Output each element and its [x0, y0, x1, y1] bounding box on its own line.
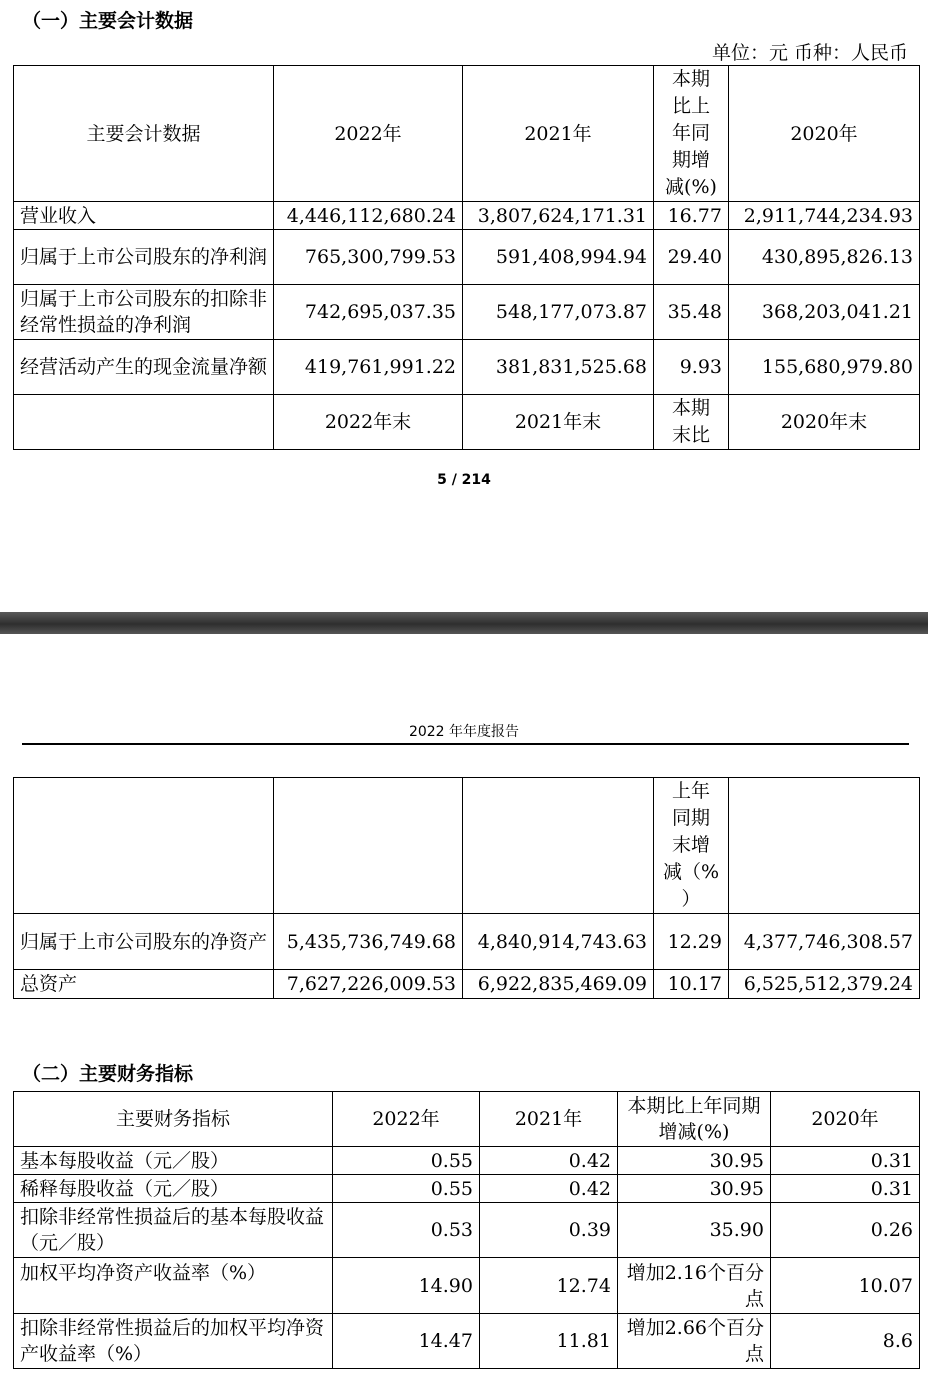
header-2020-end: 2020年末: [729, 395, 920, 450]
header-2022: 2022年: [274, 66, 463, 202]
empty-cell: [14, 395, 274, 450]
page-number: 5 / 214: [437, 472, 491, 488]
cell-change: 16.77: [654, 202, 729, 230]
row-label: 稀释每股收益（元／股）: [14, 1175, 333, 1203]
cell-2021: 4,840,914,743.63: [463, 914, 654, 970]
table-row: [14, 230, 920, 285]
cell-2022: 765,300,799.53: [274, 230, 463, 285]
row-label: 扣除非经常性损益后的基本每股收益（元／股）: [14, 1203, 333, 1258]
report-header: 2022 年年度报告: [408, 724, 520, 740]
page-divider: [0, 612, 928, 634]
cell-2022: 5,435,736,749.68: [274, 914, 463, 970]
row-label: 经营活动产生的现金流量净额: [14, 340, 274, 395]
cell-change: 增加2.16个百分点: [618, 1258, 771, 1314]
header-change: 本期比上年同期增减(%): [618, 1092, 771, 1147]
header-change: 本期 比上 年同 期增 减(%): [654, 66, 729, 202]
cell-2021: 591,408,994.94: [463, 230, 654, 285]
cell-change: 9.93: [654, 340, 729, 395]
table-row: [14, 285, 920, 340]
cell-2020: 0.31: [771, 1147, 920, 1175]
table-row: [14, 1147, 920, 1175]
cell-2022: 0.55: [333, 1147, 480, 1175]
unit-currency-line: 单位：元 币种：人民币: [711, 42, 908, 64]
header-item: 主要财务指标: [14, 1092, 333, 1147]
row-label: 加权平均净资产收益率（%）: [14, 1258, 333, 1314]
header-2021-end: 2021年末: [463, 395, 654, 450]
cell-2022: 14.90: [333, 1258, 480, 1314]
row-label: 基本每股收益（元／股）: [14, 1147, 333, 1175]
cell-2020: 8.6: [771, 1314, 920, 1369]
table-header-row: [14, 66, 920, 202]
cell-2021: 0.42: [480, 1175, 618, 1203]
empty-cell: [14, 778, 274, 914]
table-row: [14, 340, 920, 395]
table-row: [14, 1203, 920, 1258]
key-accounting-data-table: [13, 65, 920, 450]
empty-cell: [729, 778, 920, 914]
cell-2020: 368,203,041.21: [729, 285, 920, 340]
row-label: 总资产: [14, 970, 274, 999]
cell-2020: 430,895,826.13: [729, 230, 920, 285]
cell-2021: 3,807,624,171.31: [463, 202, 654, 230]
cell-2020: 10.07: [771, 1258, 920, 1314]
cell-2022: 14.47: [333, 1314, 480, 1369]
cell-2022: 742,695,037.35: [274, 285, 463, 340]
cell-2022: 7,627,226,009.53: [274, 970, 463, 999]
header-2022: 2022年: [333, 1092, 480, 1147]
header-item: 主要会计数据: [14, 66, 274, 202]
row-label: 归属于上市公司股东的扣除非经常性损益的净利润: [14, 285, 274, 340]
table-header-row: [14, 1092, 920, 1147]
cell-change: 30.95: [618, 1147, 771, 1175]
table-row: [14, 1175, 920, 1203]
header-2021: 2021年: [463, 66, 654, 202]
cell-2020: 0.26: [771, 1203, 920, 1258]
section1-title: （一）主要会计数据: [22, 10, 194, 32]
cell-2021: 0.42: [480, 1147, 618, 1175]
table-row: [14, 970, 920, 999]
section2-title: （二）主要财务指标: [22, 1063, 194, 1085]
header-2020: 2020年: [729, 66, 920, 202]
table-row: [14, 1258, 920, 1314]
table-row: [14, 202, 920, 230]
cell-2020: 155,680,979.80: [729, 340, 920, 395]
header-2020: 2020年: [771, 1092, 920, 1147]
cell-change: 35.90: [618, 1203, 771, 1258]
row-label: 营业收入: [14, 202, 274, 230]
empty-cell: [274, 778, 463, 914]
cell-2021: 6,922,835,469.09: [463, 970, 654, 999]
row-label: 扣除非经常性损益后的加权平均净资产收益率（%）: [14, 1314, 333, 1369]
cell-2021: 381,831,525.68: [463, 340, 654, 395]
header-change-end: 本期 末比: [654, 395, 729, 450]
table-row: [14, 914, 920, 970]
year-end-header-row: [14, 395, 920, 450]
cell-2022: 4,446,112,680.24: [274, 202, 463, 230]
cell-change: 30.95: [618, 1175, 771, 1203]
cell-2021: 548,177,073.87: [463, 285, 654, 340]
cell-2022: 419,761,991.22: [274, 340, 463, 395]
cell-2021: 12.74: [480, 1258, 618, 1314]
header-2021: 2021年: [480, 1092, 618, 1147]
row-label: 归属于上市公司股东的净资产: [14, 914, 274, 970]
cell-2021: 0.39: [480, 1203, 618, 1258]
key-financial-indicators-table: [13, 1091, 920, 1369]
row-label: 归属于上市公司股东的净利润: [14, 230, 274, 285]
cell-2020: 2,911,744,234.93: [729, 202, 920, 230]
key-accounting-data-table-cont: [13, 777, 920, 999]
cell-change: 12.29: [654, 914, 729, 970]
cell-2020: 0.31: [771, 1175, 920, 1203]
cell-2022: 0.53: [333, 1203, 480, 1258]
cell-2020: 6,525,512,379.24: [729, 970, 920, 999]
header-rule: [22, 743, 909, 745]
empty-cell: [463, 778, 654, 914]
header-2022-end: 2022年末: [274, 395, 463, 450]
table-row: [14, 1314, 920, 1369]
cell-2021: 11.81: [480, 1314, 618, 1369]
cell-change: 增加2.66个百分点: [618, 1314, 771, 1369]
cell-change: 29.40: [654, 230, 729, 285]
table-header-row: [14, 778, 920, 914]
cell-2020: 4,377,746,308.57: [729, 914, 920, 970]
cell-2022: 0.55: [333, 1175, 480, 1203]
header-change-cont: 上年 同期 末增 减（% ）: [654, 778, 729, 914]
cell-change: 35.48: [654, 285, 729, 340]
cell-change: 10.17: [654, 970, 729, 999]
